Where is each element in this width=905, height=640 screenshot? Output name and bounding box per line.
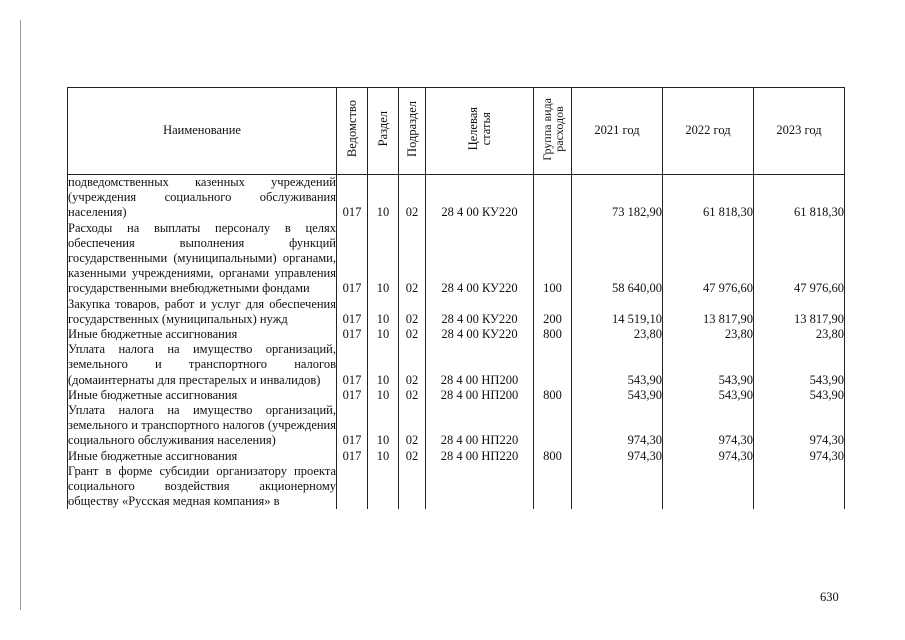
header-year-2021: 2021 год xyxy=(572,88,663,175)
row-amount-2023: 23,80 xyxy=(754,327,845,342)
row-group: 800 xyxy=(534,449,572,464)
table-row xyxy=(68,449,845,464)
binding-margin-rule xyxy=(20,20,21,610)
row-subsection: 02 xyxy=(399,403,426,449)
row-department: 017 xyxy=(337,175,368,221)
row-department: 017 xyxy=(337,297,368,327)
row-amount-2022 xyxy=(663,464,754,510)
row-amount-2023: 47 976,60 xyxy=(754,221,845,297)
table-row xyxy=(68,403,845,449)
row-section: 10 xyxy=(368,403,399,449)
row-section xyxy=(368,464,399,510)
row-group: 100 xyxy=(534,221,572,297)
row-subsection: 02 xyxy=(399,221,426,297)
row-name: Закупка товаров, работ и услуг для обеспечения государственных (муниципальных) нужд xyxy=(68,296,336,326)
row-section: 10 xyxy=(368,342,399,388)
row-subsection xyxy=(399,464,426,510)
row-name: подведомственных казенных учреждений (учреждения социального обслуживания населения) xyxy=(68,175,336,220)
row-subsection: 02 xyxy=(399,342,426,388)
row-target: 28 4 00 КУ220 xyxy=(426,327,534,342)
row-department: 017 xyxy=(337,327,368,342)
row-department: 017 xyxy=(337,449,368,464)
table-row xyxy=(68,297,845,327)
row-section: 10 xyxy=(368,221,399,297)
row-amount-2022: 47 976,60 xyxy=(663,221,754,297)
row-amount-2022: 61 818,30 xyxy=(663,175,754,221)
row-subsection: 02 xyxy=(399,449,426,464)
row-amount-2022: 974,30 xyxy=(663,403,754,449)
row-amount-2023: 13 817,90 xyxy=(754,297,845,327)
row-section: 10 xyxy=(368,449,399,464)
row-department: 017 xyxy=(337,342,368,388)
header-subsection: Подраздел xyxy=(399,88,426,175)
header-department: Ведомство xyxy=(337,88,368,175)
row-group: 800 xyxy=(534,327,572,342)
row-group: 200 xyxy=(534,297,572,327)
row-name: Грант в форме субсидии организатору проекта социального воздействия акционерному обществу «Русская медная компания» в xyxy=(68,463,336,509)
row-amount-2021: 14 519,10 xyxy=(572,297,663,327)
row-amount-2022: 23,80 xyxy=(663,327,754,342)
row-target: 28 4 00 КУ220 xyxy=(426,297,534,327)
row-subsection: 02 xyxy=(399,388,426,403)
row-section: 10 xyxy=(368,297,399,327)
row-target: 28 4 00 НП220 xyxy=(426,403,534,449)
row-amount-2022: 974,30 xyxy=(663,449,754,464)
row-group xyxy=(534,403,572,449)
header-year-2023: 2023 год xyxy=(754,88,845,175)
row-section: 10 xyxy=(368,388,399,403)
row-section: 10 xyxy=(368,175,399,221)
row-amount-2021 xyxy=(572,464,663,510)
row-amount-2021: 73 182,90 xyxy=(572,175,663,221)
table-row xyxy=(68,388,845,403)
table-header-row xyxy=(68,88,845,175)
row-amount-2021: 974,30 xyxy=(572,449,663,464)
row-target: 28 4 00 КУ220 xyxy=(426,175,534,221)
header-target: Целевая статья xyxy=(426,88,534,175)
row-group xyxy=(534,464,572,510)
row-amount-2023: 61 818,30 xyxy=(754,175,845,221)
row-amount-2021: 543,90 xyxy=(572,388,663,403)
row-amount-2023: 974,30 xyxy=(754,403,845,449)
row-department xyxy=(337,464,368,510)
row-amount-2022: 13 817,90 xyxy=(663,297,754,327)
header-year-2022: 2022 год xyxy=(663,88,754,175)
row-group xyxy=(534,175,572,221)
row-department: 017 xyxy=(337,403,368,449)
header-section: Раздел xyxy=(368,88,399,175)
row-target: 28 4 00 КУ220 xyxy=(426,221,534,297)
row-amount-2021: 974,30 xyxy=(572,403,663,449)
budget-table xyxy=(67,87,845,509)
row-group: 800 xyxy=(534,388,572,403)
row-name: Уплата налога на имущество организаций, земельного и транспортного налогов (учреждения социального обслуживания населения) xyxy=(68,403,336,448)
row-amount-2022: 543,90 xyxy=(663,388,754,403)
header-name: Наименование xyxy=(68,88,337,175)
row-target: 28 4 00 НП220 xyxy=(426,449,534,464)
row-subsection: 02 xyxy=(399,297,426,327)
row-target: 28 4 00 НП200 xyxy=(426,388,534,403)
row-department: 017 xyxy=(337,221,368,297)
row-amount-2023: 543,90 xyxy=(754,388,845,403)
header-expense-group: Группа вида расходов xyxy=(534,88,572,175)
row-group xyxy=(534,342,572,388)
row-amount-2023 xyxy=(754,464,845,510)
row-amount-2021: 58 640,00 xyxy=(572,221,663,297)
row-amount-2022: 543,90 xyxy=(663,342,754,388)
row-subsection: 02 xyxy=(399,175,426,221)
row-name: Расходы на выплаты персоналу в целях обеспечения выполнения функций государственными (муниципальными) органами, казенными учреждениями, органами управления государственными внебюджетными фондами xyxy=(68,220,336,296)
table-row xyxy=(68,464,845,510)
row-amount-2021: 543,90 xyxy=(572,342,663,388)
table-row xyxy=(68,221,845,297)
table-row xyxy=(68,327,845,342)
table-row xyxy=(68,342,845,388)
row-name: Иные бюджетные ассигнования xyxy=(68,388,337,403)
row-name: Уплата налога на имущество организаций, земельного и транспортного налогов (домаинтернаты для престарелых и инвалидов) xyxy=(68,342,336,387)
row-amount-2023: 974,30 xyxy=(754,449,845,464)
table-row xyxy=(68,175,845,221)
row-name: Иные бюджетные ассигнования xyxy=(68,327,337,342)
row-name: Иные бюджетные ассигнования xyxy=(68,449,337,464)
row-amount-2023: 543,90 xyxy=(754,342,845,388)
row-department: 017 xyxy=(337,388,368,403)
row-amount-2021: 23,80 xyxy=(572,327,663,342)
row-subsection: 02 xyxy=(399,327,426,342)
row-target xyxy=(426,464,534,510)
row-section: 10 xyxy=(368,327,399,342)
row-target: 28 4 00 НП200 xyxy=(426,342,534,388)
page-number: 630 xyxy=(820,590,839,604)
